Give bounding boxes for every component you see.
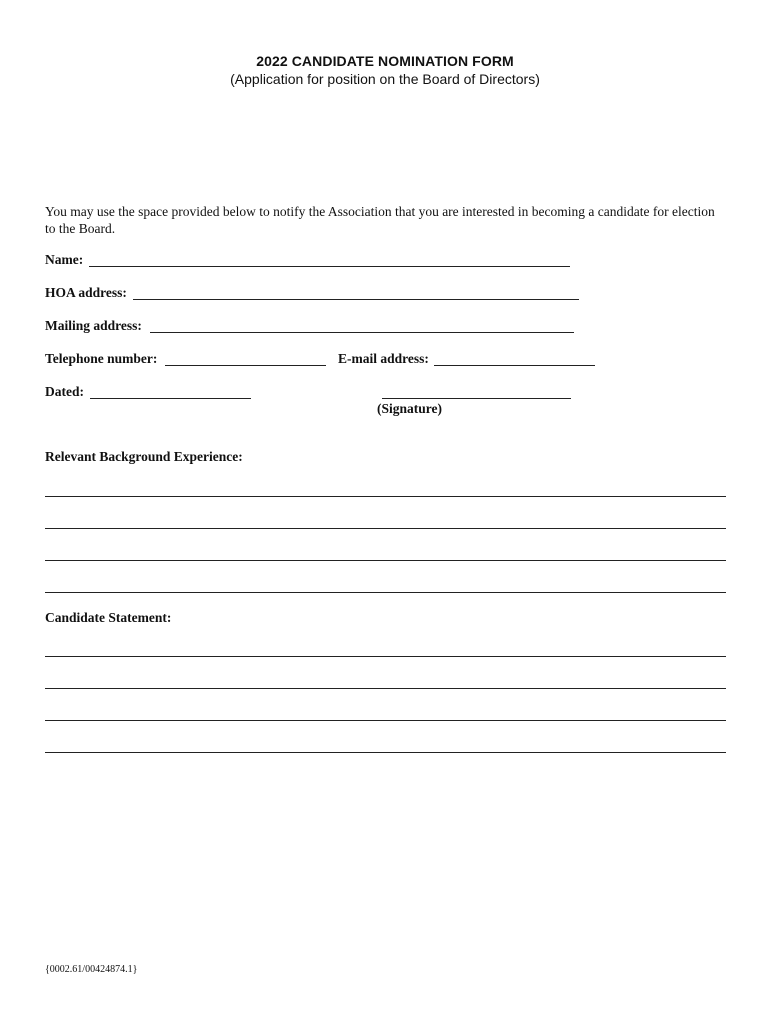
background-line[interactable] bbox=[45, 496, 726, 497]
background-line[interactable] bbox=[45, 592, 726, 593]
background-line[interactable] bbox=[45, 560, 726, 561]
signature-field-line[interactable] bbox=[382, 398, 571, 399]
hoa-address-field-line[interactable] bbox=[133, 299, 579, 300]
name-field-line[interactable] bbox=[89, 266, 570, 267]
statement-line[interactable] bbox=[45, 688, 726, 689]
statement-line[interactable] bbox=[45, 720, 726, 721]
form-subtitle: (Application for position on the Board of Directors) bbox=[230, 71, 540, 87]
dated-field-line[interactable] bbox=[90, 398, 251, 399]
background-line[interactable] bbox=[45, 528, 726, 529]
name-label: Name: bbox=[45, 252, 84, 267]
telephone-field-line[interactable] bbox=[165, 365, 326, 366]
form-title: 2022 CANDIDATE NOMINATION FORM bbox=[256, 53, 514, 69]
document-id: {0002.61/00424874.1} bbox=[45, 964, 138, 975]
signature-label: (Signature) bbox=[377, 401, 443, 416]
dated-label: Dated: bbox=[45, 384, 84, 399]
background-heading: Relevant Background Experience: bbox=[45, 449, 243, 464]
hoa-address-label: HOA address: bbox=[45, 285, 127, 300]
mailing-address-label: Mailing address: bbox=[45, 318, 142, 333]
statement-heading: Candidate Statement: bbox=[45, 610, 172, 625]
email-field-line[interactable] bbox=[434, 365, 595, 366]
intro-paragraph: You may use the space provided below to notify the Association that you are interested in becoming a candidate for election to the Board. bbox=[45, 204, 715, 236]
email-label: E-mail address: bbox=[338, 351, 429, 366]
telephone-label: Telephone number: bbox=[45, 351, 158, 366]
mailing-address-field-line[interactable] bbox=[150, 332, 574, 333]
statement-line[interactable] bbox=[45, 752, 726, 753]
statement-line[interactable] bbox=[45, 656, 726, 657]
